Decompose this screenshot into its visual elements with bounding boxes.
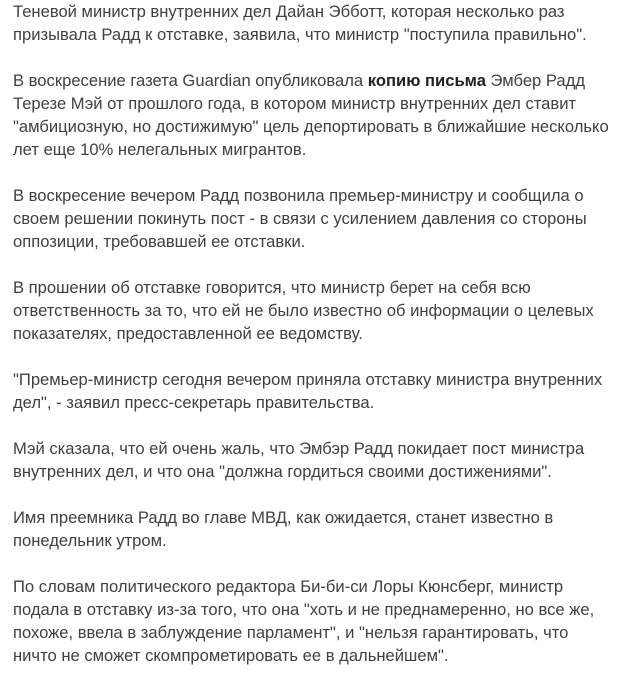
paragraph-resignation-call: В воскресение вечером Радд позвонила премьер-министру и сообщила о своем решении покинуть пост - в связи с усилением давления со стороны оппозиции, требовавшей ее отставки. [13, 186, 587, 251]
paragraph-guardian-after: Эмбер Радд Терезе Мэй от прошлого года, в котором министр внутренних дел ставит "амбициозную, но достижимую" цель депортировать в ближайшие несколько лет еще 10% нелегальных мигрантов. [13, 71, 609, 159]
paragraph-guardian-before: В воскресение газета Guardian опубликовала [13, 71, 368, 90]
paragraph-abbott: Теневой министр внутренних дел Дайан Эбботт, которая несколько раз призывала Радд к отставке, заявила, что министр "поступила правильно". [13, 2, 587, 44]
letter-copy-link[interactable]: копию письма [367, 71, 486, 90]
paragraph-guardian [13, 69, 613, 161]
paragraph-resignation-letter: В прошении об отставке говорится, что министр берет на себя всю ответственность за то, что ей не было известно об информации о целевых показателях, предоставленной ее ведомству. [13, 278, 594, 343]
article-body [13, 0, 613, 690]
paragraph-may-statement: Мэй сказала, что ей очень жаль, что Эмбэр Радд покидает пост министра внутренних дел, и что она "должна гордиться своими достижениями". [13, 439, 585, 481]
paragraph-successor: Имя преемника Радд во главе МВД, как ожидается, станет известно в понедельник утром. [13, 508, 554, 550]
paragraph-kuenssberg: По словам политического редактора Би-би-си Лоры Кюнсберг, министр подала в отставку из-за того, что она "хоть и не преднамеренно, но все же, похоже, ввела в заблуждение парламент", и "нельзя гарантировать, что ничто не сможет скомпрометировать ее в дальнейшем". [13, 577, 595, 665]
paragraph-press-secretary: "Премьер-министр сегодня вечером приняла отставку министра внутренних дел", - заявил пресс-секретарь правительства. [13, 370, 603, 412]
